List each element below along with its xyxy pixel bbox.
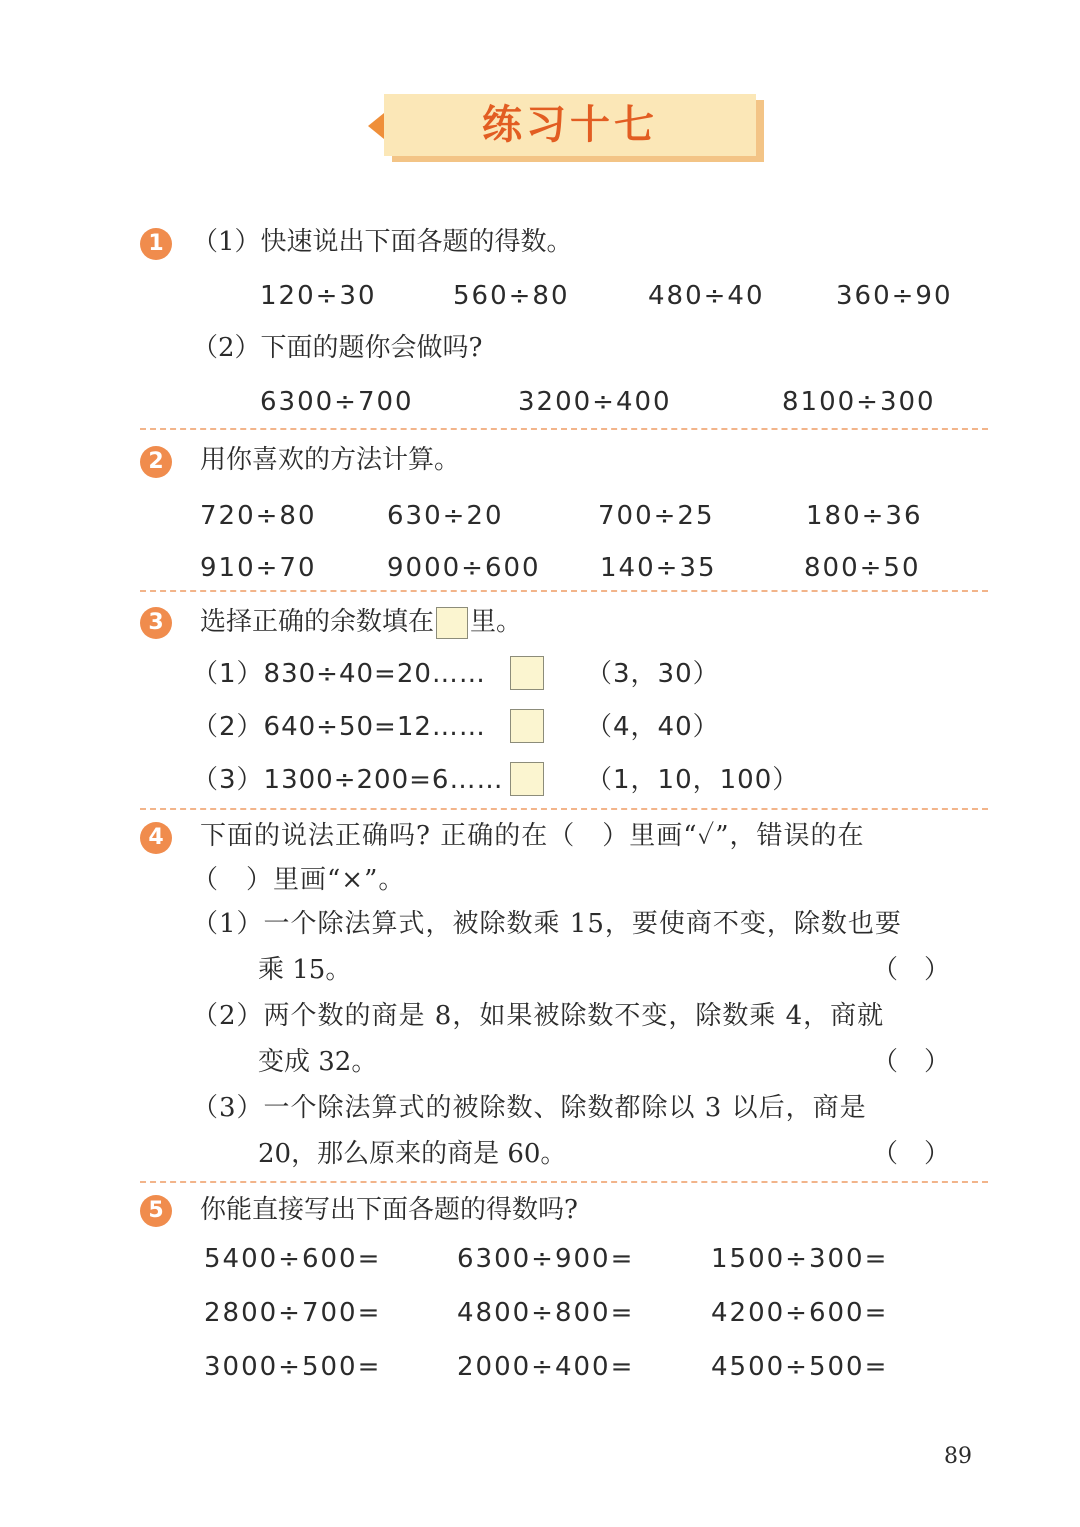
title-arrow-icon: [368, 113, 384, 139]
section-4-badge: 4: [140, 822, 172, 854]
section-3-label: [200, 606, 522, 639]
s3-item-2-equation: （2）640÷50=12……: [192, 712, 486, 742]
s5-r3-item-3: 4500÷500=: [711, 1352, 889, 1382]
s2-r2-item-1: 910÷70: [200, 553, 317, 583]
divider-3: [140, 808, 988, 810]
s2-r2-item-3: 140÷35: [600, 553, 717, 583]
s3-item-1-equation: （1）830÷40=20……: [192, 659, 486, 689]
section-1-part-1-label: （1）快速说出下面各题的得数。: [192, 227, 573, 257]
s4-item-1-line-1: （1）一个除法算式，被除数乘 15，要使商不变，除数也要: [192, 909, 902, 939]
s5-r3-item-2: 2000÷400=: [457, 1352, 635, 1382]
s3-item-3-options: （1，10，100）: [586, 765, 800, 795]
s5-r2-item-2: 4800÷800=: [457, 1298, 635, 1328]
s4-item-3-answer-paren[interactable]: （ ）: [872, 1139, 951, 1169]
divider-1: [140, 428, 988, 430]
s5-r2-item-1: 2800÷700=: [204, 1298, 382, 1328]
section-3-label-pre: 选择正确的余数填在: [200, 607, 435, 637]
s2-r2-item-4: 800÷50: [804, 553, 921, 583]
s5-r1-item-2: 6300÷900=: [457, 1244, 635, 1274]
s1-p2-item-2: 3200÷400: [518, 387, 672, 417]
section-4-label-line-1: 下面的说法正确吗? 正确的在（ ）里画“✓”，错误的在: [200, 821, 865, 851]
section-3-badge: 3: [140, 607, 172, 639]
s4-item-2-line-2: 变成 32。: [258, 1047, 378, 1077]
section-1-badge: 1: [140, 228, 172, 260]
s5-r1-item-3: 1500÷300=: [711, 1244, 889, 1274]
s1-p2-item-1: 6300÷700: [260, 387, 414, 417]
s3-item-2-answer-box[interactable]: [510, 709, 544, 743]
s4-item-3-line-2: 20，那么原来的商是 60。: [258, 1139, 567, 1169]
s1-p1-item-4: 360÷90: [836, 281, 953, 311]
s3-item-3-answer-box[interactable]: [510, 762, 544, 796]
s4-item-1-line-2: 乘 15。: [258, 955, 352, 985]
s1-p1-item-3: 480÷40: [648, 281, 765, 311]
divider-4: [140, 1181, 988, 1183]
s2-r1-item-3: 700÷25: [598, 501, 715, 531]
s2-r1-item-2: 630÷20: [387, 501, 504, 531]
s3-item-3-equation: （3）1300÷200=6……: [192, 765, 504, 795]
s3-item-2-options: （4，40）: [586, 712, 720, 742]
s4-item-2-line-1: （2）两个数的商是 8，如果被除数不变，除数乘 4，商就: [192, 1001, 885, 1031]
s5-r2-item-3: 4200÷600=: [711, 1298, 889, 1328]
s3-item-1-options: （3，30）: [586, 659, 720, 689]
section-4-label-line-2: （ ）里画“×”。: [192, 865, 406, 895]
divider-2: [140, 590, 988, 592]
s2-r1-item-4: 180÷36: [806, 501, 923, 531]
section-5-label: 你能直接写出下面各题的得数吗?: [200, 1195, 578, 1225]
section-1-part-2-label: （2）下面的题你会做吗?: [192, 333, 483, 363]
s3-item-1-answer-box[interactable]: [510, 656, 544, 690]
s1-p1-item-1: 120÷30: [260, 281, 377, 311]
s2-r1-item-1: 720÷80: [200, 501, 317, 531]
section-5-badge: 5: [140, 1195, 172, 1227]
s5-r1-item-1: 5400÷600=: [204, 1244, 382, 1274]
s4-item-2-answer-paren[interactable]: （ ）: [872, 1047, 951, 1077]
section-3-label-post: 里。: [470, 607, 523, 637]
s4-item-3-line-1: （3）一个除法算式的被除数、除数都除以 3 以后，商是: [192, 1093, 867, 1123]
s2-r2-item-2: 9000÷600: [387, 553, 541, 583]
section-2-label: 用你喜欢的方法计算。: [200, 445, 461, 475]
page-title: 练习十七: [482, 101, 658, 148]
section-2-badge: 2: [140, 446, 172, 478]
title-banner: [368, 94, 764, 162]
s4-item-1-answer-paren[interactable]: （ ）: [872, 955, 951, 985]
page-number: 89: [944, 1444, 972, 1469]
s1-p1-item-2: 560÷80: [453, 281, 570, 311]
answer-box-sample: [436, 607, 468, 639]
s5-r3-item-1: 3000÷500=: [204, 1352, 382, 1382]
s1-p2-item-3: 8100÷300: [782, 387, 936, 417]
